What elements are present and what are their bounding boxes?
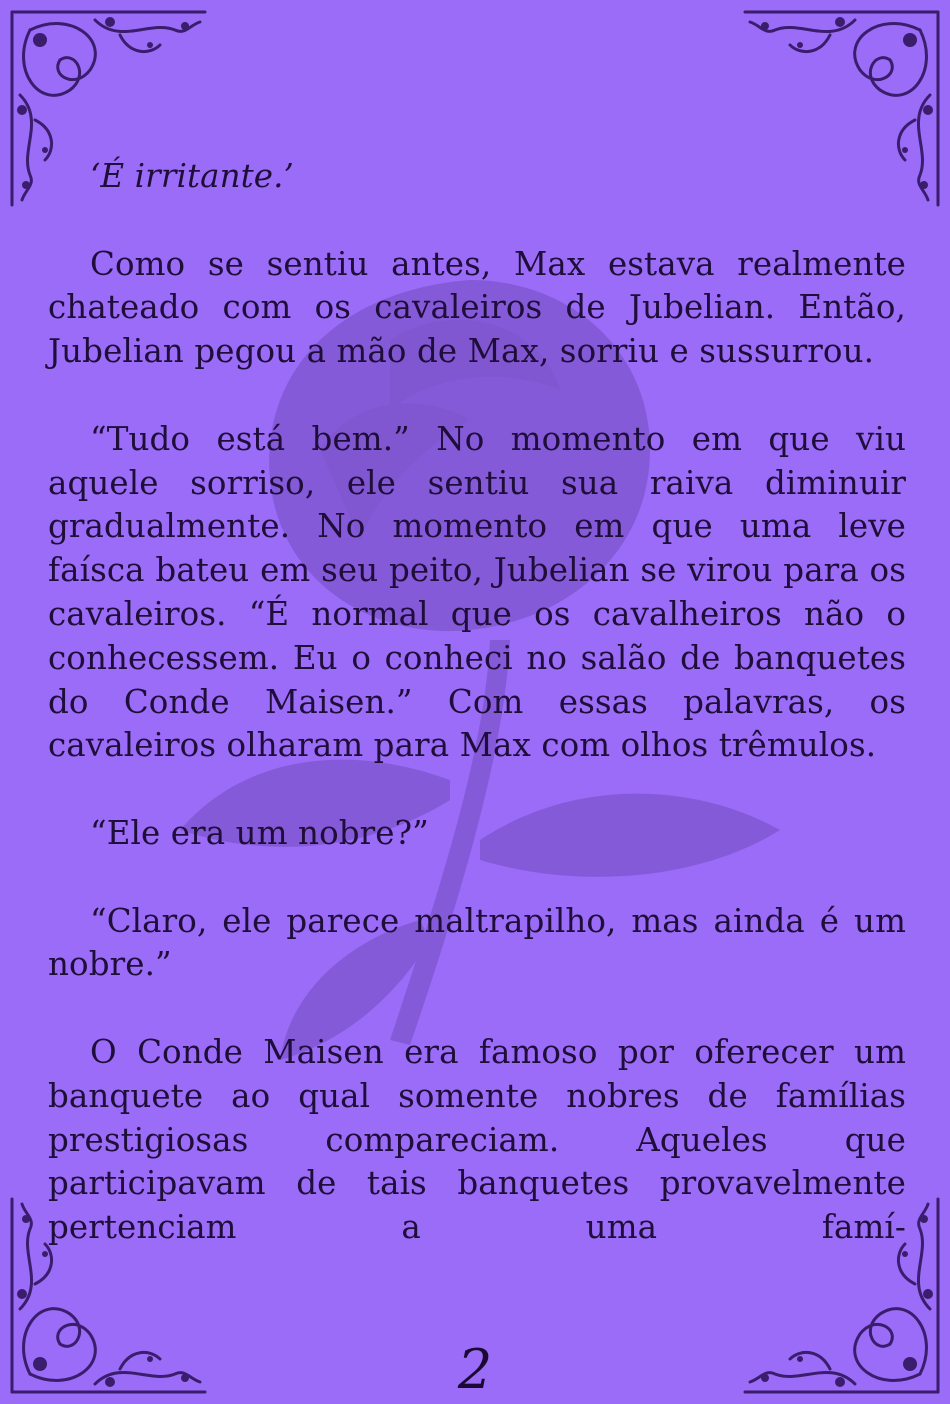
paragraph: “Claro, ele parece maltrapilho, mas ainda é um nobre.”	[48, 901, 906, 984]
paragraph: “Ele era um nobre?”	[90, 813, 429, 852]
paragraph: Como se sentiu antes, Max estava realmente chateado com os cavaleiros de Jubelian. Então, Jubelian pegou a mão de Max, sorriu e sussurrou.	[48, 244, 906, 371]
paragraph: O Conde Maisen era famoso por oferecer um banquete ao qual somente nobres de famílias prestigiosas compareciam. Aqueles que participavam de tais banquetes provavelmente pertenciam a uma famí-	[48, 1032, 906, 1247]
page-number: 2	[457, 1338, 493, 1401]
paragraph: “Tudo está bem.” No momento em que viu aquele sorriso, ele sentiu sua raiva diminuir gradualmente. No momento em que uma leve faísca bateu em seu peito, Jubelian se virou para os cavaleiros. “É normal que os cavalheiros não o conhecessem. Eu o conheci no salão de banquetes do Conde Maisen.” Com essas palavras, os cavaleiros olharam para Max com olhos trêmulos.	[48, 419, 906, 765]
paragraph: ‘É irritante.’	[90, 157, 294, 195]
story-text	[48, 155, 906, 1250]
